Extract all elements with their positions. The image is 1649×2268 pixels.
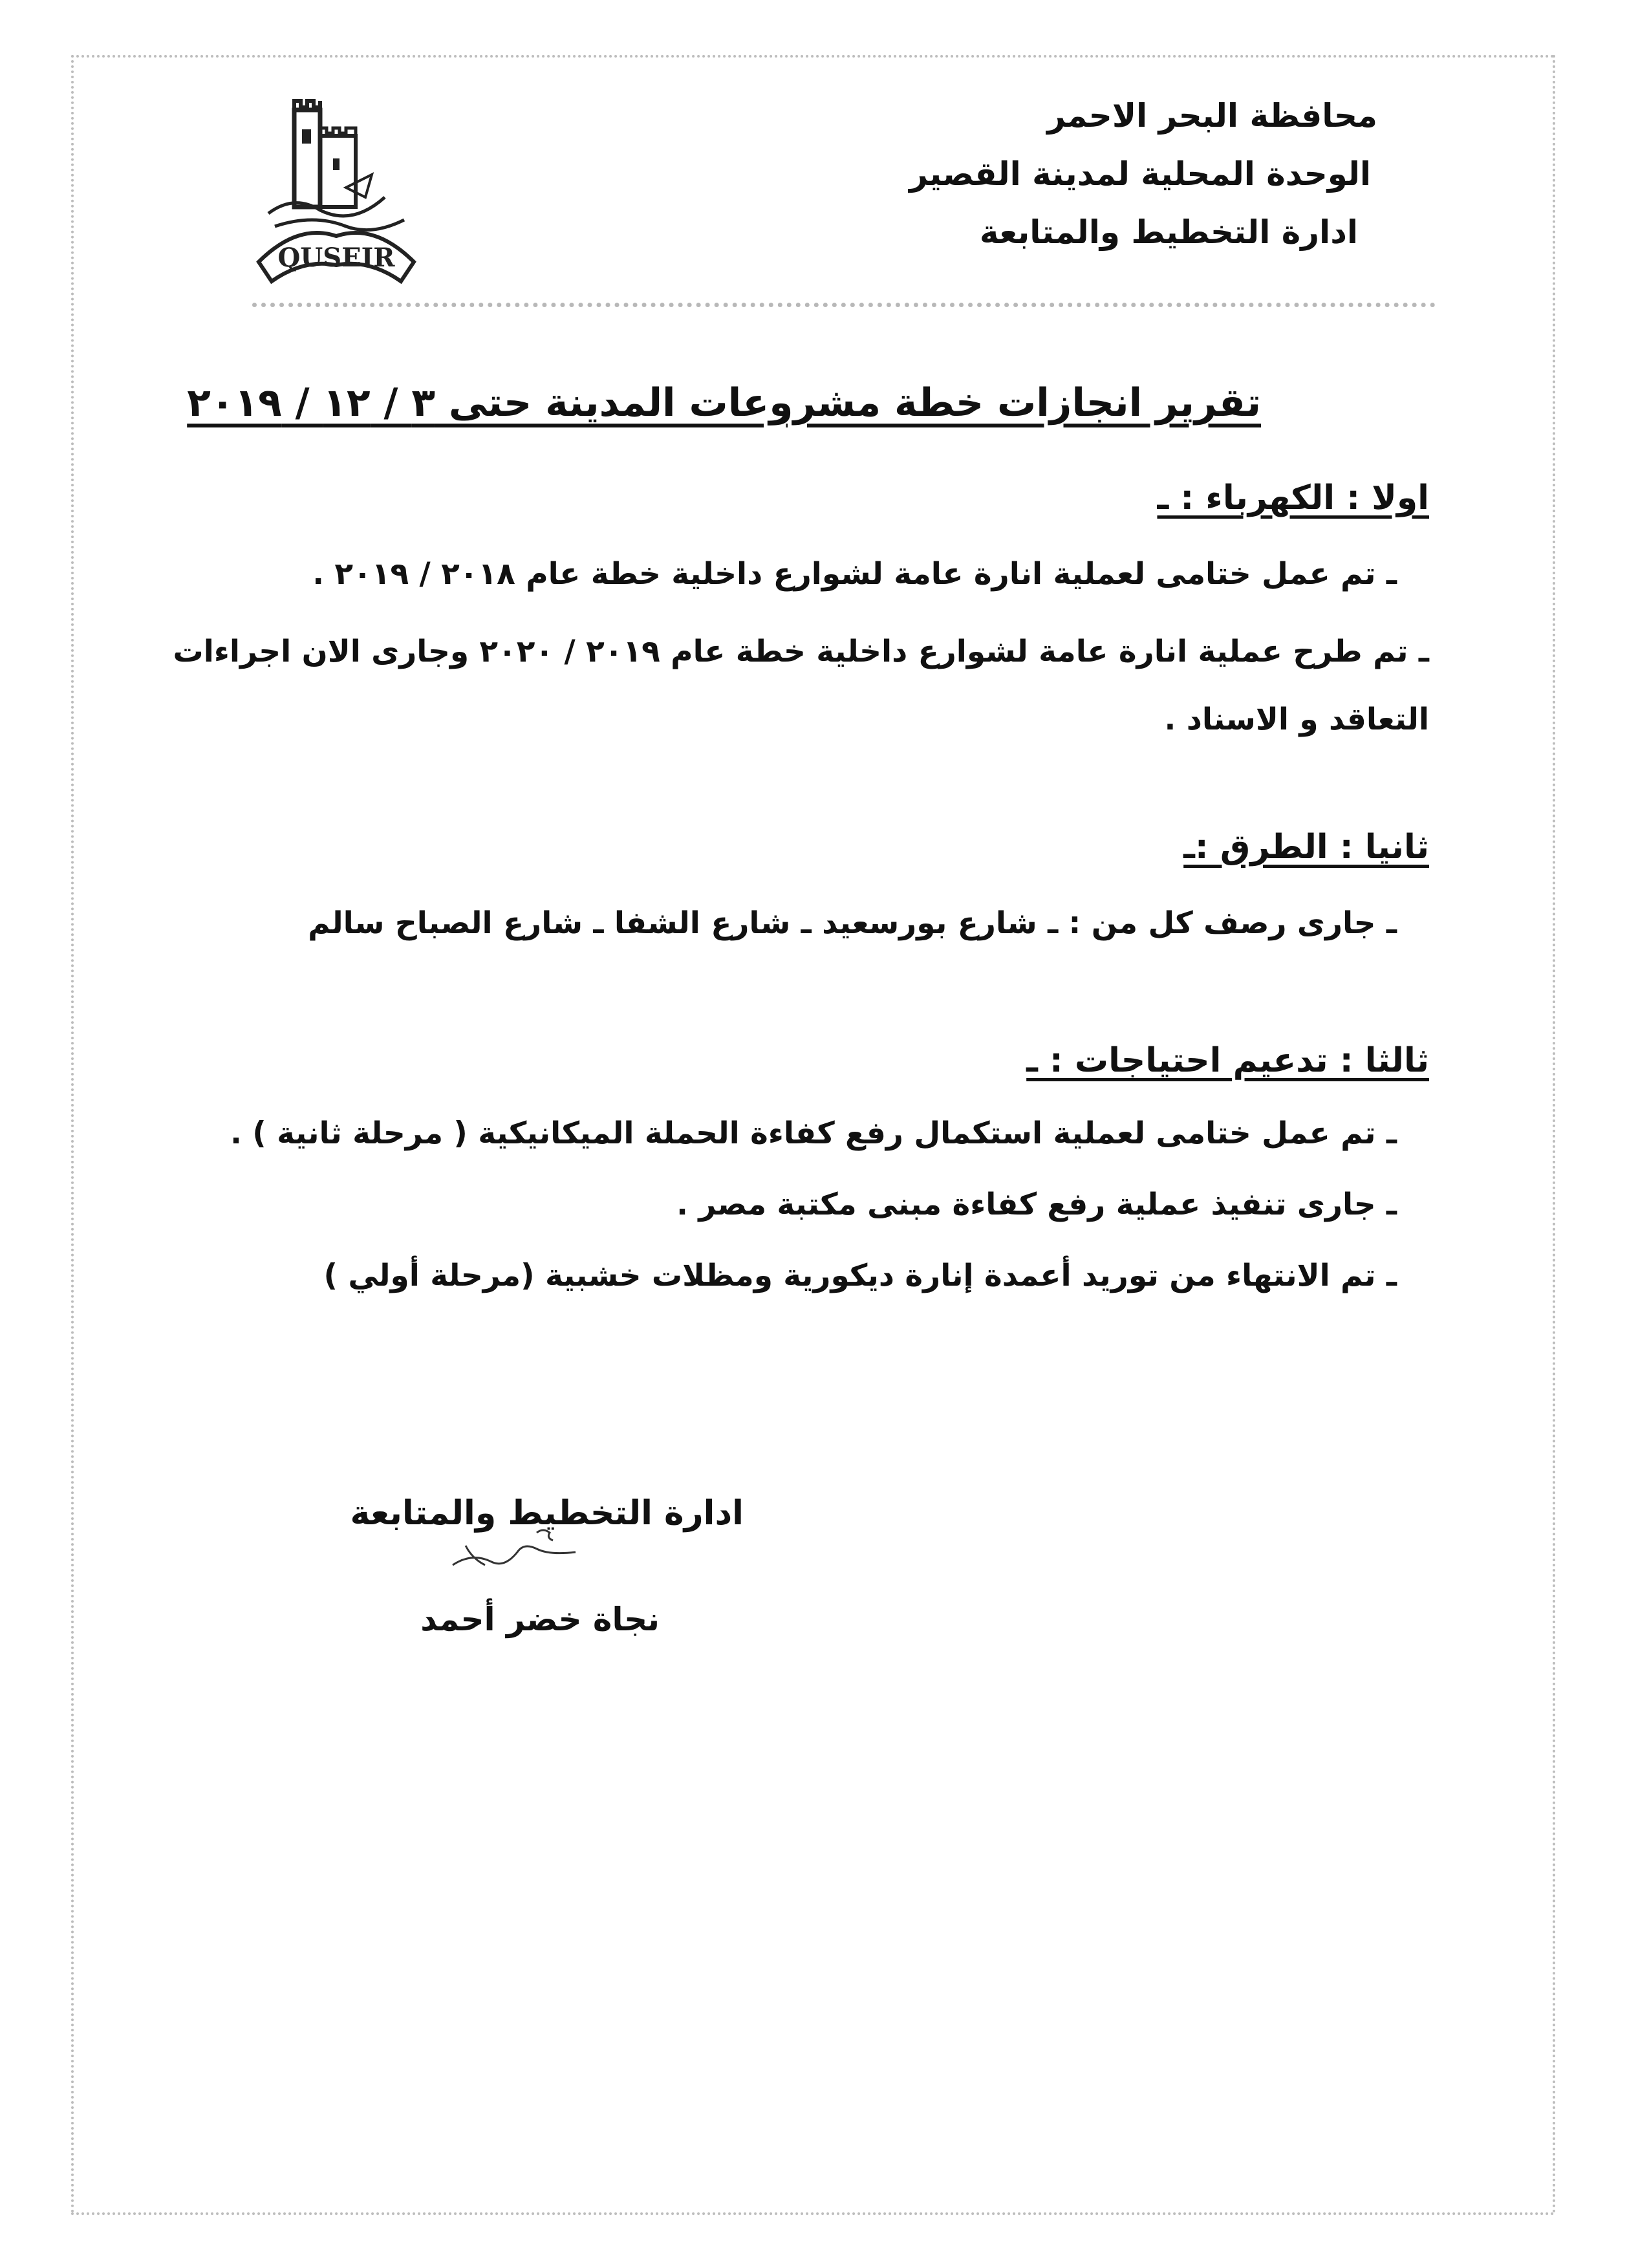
signatory-name: نجاة خضر أحمد	[420, 1601, 660, 1638]
section-heading-electricity: اولا : الكهرباء : ـ	[1157, 479, 1429, 517]
department-name: ادارة التخطيط والمتابعة	[979, 213, 1358, 251]
section-item: ـ تم عمل ختامى لعملية انارة عامة لشوارع داخلية خطة عام ٢٠١٨ / ٢٠١٩ .	[312, 556, 1397, 592]
signature-department: ادارة التخطيط والمتابعة	[350, 1494, 744, 1533]
section-item: ـ تم عمل ختامى لعملية استكمال رفع كفاءة الحملة الميكانيكية ( مرحلة ثانية ) .	[230, 1116, 1397, 1151]
section-heading-support: ثالثا : تدعيم احتياجات : ـ	[1026, 1041, 1429, 1080]
section-item: ـ جارى تنفيذ عملية رفع كفاءة مبنى مكتبة مصر .	[676, 1187, 1397, 1222]
section-heading-roads: ثانيا : الطرق :ـ	[1183, 828, 1429, 867]
governorate-name: محافظة البحر الاحمر	[1047, 97, 1377, 135]
logo-text: QUSEIR	[277, 243, 395, 273]
section-item: ـ جارى رصف كل من : ـ شارع بورسعيد ـ شارع الشفا ـ شارع الصباح سالم	[308, 905, 1397, 941]
header-separator	[252, 303, 1436, 307]
handwritten-signature	[440, 1520, 588, 1584]
section-item: ـ تم الانتهاء من توريد أعمدة إنارة ديكورية ومظلات خشبية (مرحلة أولي )	[323, 1258, 1397, 1293]
quseir-logo	[249, 97, 424, 291]
section-item: ـ تم طرح عملية انارة عامة لشوارع داخلية خطة عام ٢٠١٩ / ٢٠٢٠ وجارى الان اجراءات التعاقد و الاسناد .	[173, 634, 1429, 737]
local-unit-name: الوحدة المحلية لمدينة القصير	[909, 155, 1371, 193]
report-title: تقرير انجازات خطة مشروعات المدينة حتى ٣ / ١٢ / ٢٠١٩	[187, 380, 1261, 426]
